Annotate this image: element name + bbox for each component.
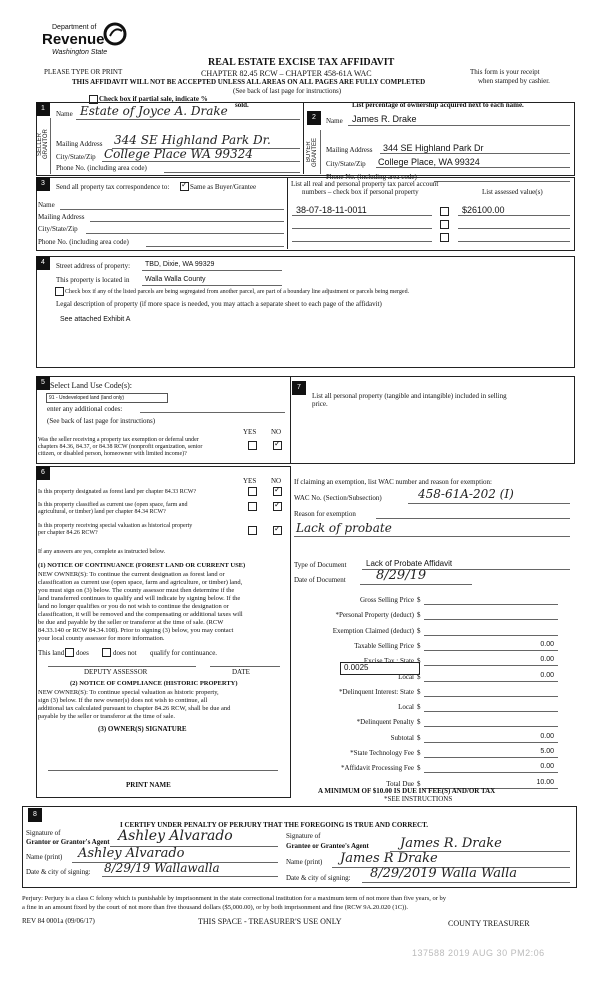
qualify-label: qualify for continuance. [150, 649, 218, 657]
dept-logo [40, 22, 140, 66]
land-use-select[interactable]: 91 - Undeveloped land (land only) [46, 393, 168, 403]
legal-label: Legal description of property (if more space is needed, you may attach a separate sheet to each page of the affidavit) [56, 300, 382, 308]
buyer-name-label: Name [326, 117, 343, 125]
tax-row-label: *State Technology Fee [350, 749, 414, 757]
seller-phone-label: Phone No. (including area code) [56, 164, 147, 172]
section-7-number: 7 [292, 381, 306, 395]
cont-3: you must sign on (3) below. The county assessor must then determine if the [38, 587, 235, 594]
historic-no-checkbox[interactable] [273, 526, 282, 535]
local-rate-value: 0.0025 [344, 663, 369, 672]
assessed-value-1[interactable]: $26100.00 [462, 205, 505, 215]
grantee-sig-label-a: Signature of [286, 832, 321, 840]
current-use-yes-checkbox[interactable] [248, 502, 257, 511]
same-as-buyer-label: Same as Buyer/Grantee [190, 183, 257, 191]
street-value[interactable]: TBD, Dixie, WA 99329 [145, 261, 215, 268]
current-use-no-checkbox[interactable] [273, 502, 282, 511]
continuance-title: (1) NOTICE OF CONTINUANCE (FOREST LAND OR CURRENT USE) [38, 562, 246, 569]
grantee-name-value[interactable]: James R Drake [340, 851, 438, 866]
minimum-due: A MINIMUM OF $10.00 IS DUE IN FEE(S) AND/OR TAX [318, 787, 496, 795]
personal-property-checkbox-1[interactable] [440, 207, 449, 216]
tax-row-value[interactable]: 0.00 [540, 733, 554, 740]
sec6-q2-b: agricultural, or timber) land per chapter 84.34 RCW? [38, 509, 166, 515]
sec5-yes: YES [243, 428, 257, 436]
cont-1: NEW OWNER(S): To continue the current designation as forest land or [38, 571, 225, 578]
tax-row-line [424, 635, 558, 636]
tax-row-line [424, 742, 558, 743]
grantor-sig-label-a: Signature of [26, 829, 61, 837]
tax-row-value[interactable]: 0.00 [540, 763, 554, 770]
logo-line-1: Department of [52, 24, 97, 31]
legal-value[interactable]: See attached Exhibit A [60, 316, 131, 323]
tax-row-line [424, 757, 558, 758]
cont-2: classification as current use (open space, farm and agriculture, or timber) land, [38, 579, 243, 586]
logo-line-3: Washington State [52, 49, 108, 56]
seller-mail-label: Mailing Address [56, 140, 103, 148]
buyer-mail-label: Mailing Address [326, 146, 373, 154]
grantee-sig-label-b: Grantee or Grantee's Agent [286, 842, 369, 850]
tax-row-dollar: $ [417, 718, 421, 726]
tax-row-value[interactable]: 5.00 [540, 748, 554, 755]
sec6-yes: YES [243, 477, 257, 485]
tax-row-line [424, 619, 558, 620]
segregated-checkbox[interactable] [55, 287, 64, 296]
tax-row-dollar: $ [417, 734, 421, 742]
receipt-line-1: This form is your receipt [470, 68, 540, 76]
tax-row-dollar: $ [417, 642, 421, 650]
cont-7: be due and payable by the seller or transferor at the time of sale. (RCW [38, 619, 224, 626]
buyer-phone-label: Phone No. (including area code) [326, 173, 417, 181]
grantor-name-value[interactable]: Ashley Alvarado [78, 846, 185, 861]
tax-row-value[interactable]: 0.00 [540, 656, 554, 663]
seller-city-label: City/State/Zip [56, 153, 96, 161]
sec5-q1-no-checkbox[interactable] [273, 441, 282, 450]
section-6-number: 6 [36, 466, 50, 480]
wac-value[interactable]: 458-61A-202 (I) [418, 487, 514, 501]
deputy-assessor: DEPUTY ASSESSOR [84, 668, 148, 676]
tax-row-dollar: $ [417, 657, 421, 665]
land-does-label: This land [38, 649, 65, 657]
doc-date-value[interactable]: 8/29/19 [376, 568, 427, 583]
seal-icon [102, 22, 128, 46]
personal-property-line-1: List all personal property (tangible and intangible) included in selling [312, 392, 507, 400]
section-8-number: 8 [28, 808, 42, 822]
cont-6: classification, it will be removed and the compensating or additional taxes will [38, 611, 243, 618]
grantor-name-label: Name (print) [26, 853, 63, 861]
see-back-header: (See back of last page for instructions) [233, 87, 342, 95]
grantee-name-label: Name (print) [286, 858, 323, 866]
grantor-date-value[interactable]: 8/29/19 Wallawalla [104, 861, 220, 875]
tax-row-label: *Delinquent Penalty [356, 718, 414, 726]
forest-no-checkbox[interactable] [273, 487, 282, 496]
tax-row-label: *Delinquent Interest: State [338, 688, 414, 696]
parcel-header-2: numbers – check box if personal property [302, 188, 419, 196]
tax-row-dollar: $ [417, 764, 421, 772]
form-notice: THIS AFFIDAVIT WILL NOT BE ACCEPTED UNLESS ALL AREAS ON ALL PAGES ARE FULLY COMPLETED [72, 78, 426, 86]
tax-row-label: Subtotal [390, 734, 414, 742]
doc-type-label: Type of Document [294, 561, 347, 569]
tax-row-label: Gross Selling Price [359, 596, 414, 604]
corr-phone-label: Phone No. (including area code) [38, 238, 129, 246]
buyer-city-label: City/State/Zip [326, 160, 366, 168]
comp-4: payable by the seller or transferor at the time of sale. [38, 713, 175, 720]
corr-city-label: City/State/Zip [38, 225, 78, 233]
please-type: PLEASE TYPE OR PRINT [44, 68, 123, 76]
personal-property-checkbox-2[interactable] [440, 220, 449, 229]
form-title: REAL ESTATE EXCISE TAX AFFIDAVIT [208, 57, 395, 68]
tax-row-dollar: $ [417, 780, 421, 788]
tax-row-value[interactable]: 0.00 [540, 672, 554, 679]
county-treasurer: COUNTY TREASURER [448, 919, 530, 928]
comp-1: NEW OWNER(S): To continue special valuation as historic property, [38, 689, 219, 696]
does-not-label: does not [113, 649, 137, 657]
sec5-q1-a: Was the seller receiving a property tax exemption or deferral under [38, 437, 199, 443]
grantor-signature[interactable]: Ashley Alvarado [118, 828, 233, 844]
segregated-label: Check box if any of the listed parcels are being segregated from another parcel, are part of a boundary line adjustment or parcels being merged. [65, 289, 410, 295]
tax-row-label: Excise Tax : State [363, 657, 414, 665]
form-number: REV 84 0001a (09/06/17) [22, 917, 95, 925]
receipt-stamp: 137588 2019 AUG 30 PM2:06 [412, 948, 545, 958]
corr-name-label: Name [38, 201, 55, 209]
reason-label: Reason for exemption [294, 510, 356, 518]
tax-row-line [424, 726, 558, 727]
see-instructions: *SEE INSTRUCTIONS [384, 795, 453, 803]
deputy-date: DATE [232, 668, 250, 676]
land-use-label: Select Land Use Code(s): [50, 381, 132, 390]
does-label: does [76, 649, 89, 657]
buyer-side-label: BUYER GRANTEE [306, 137, 318, 167]
grantor-sig-label-b: Grantor or Grantor's Agent [26, 838, 110, 846]
corr-mail-label: Mailing Address [38, 213, 85, 221]
historic-yes-checkbox[interactable] [248, 526, 257, 535]
perjury-line-1: Perjury: Perjury is a class C felony which is punishable by imprisonment in the state correctional institution for a maximum term of not more than five years, or by [22, 895, 447, 902]
street-label: Street address of property: [56, 262, 131, 270]
tax-row-dollar: $ [417, 596, 421, 604]
ownership-note: List percentage of ownership acquired next to each name. [352, 101, 524, 109]
send-corr-label: Send all property tax correspondence to: [56, 183, 170, 191]
grantee-date-label: Date & city of signing: [286, 874, 351, 882]
land-use-see-back: (See back of last page for instructions) [47, 417, 156, 425]
located-label: This property is located in [56, 276, 130, 284]
certify-statement: I CERTIFY UNDER PENALTY OF PERJURY THAT THE FOREGOING IS TRUE AND CORRECT. [120, 821, 429, 829]
cont-4: land transferred continues to qualify and will indicate by signing below. If the [38, 595, 241, 602]
cont-9: your local county assessor for more information. [38, 635, 165, 642]
comp-3: additional tax calculated pursuant to chapter 84.26 RCW, shall be due and [38, 705, 231, 712]
section-7-frame [290, 376, 575, 464]
tax-row-value[interactable]: 0.00 [540, 641, 554, 648]
tax-row-label: Local [398, 673, 414, 681]
tax-row-label: Taxable Selling Price [354, 642, 414, 650]
tax-row-dollar: $ [417, 611, 421, 619]
tax-row-line [424, 696, 558, 697]
additional-codes-label: enter any additional codes: [47, 405, 123, 413]
section-1-number: 1 [36, 102, 50, 116]
tax-row-line [424, 650, 558, 651]
sec6-no: NO [271, 477, 282, 485]
wac-label: WAC No. (Section/Subsection) [294, 494, 382, 502]
doc-date-label: Date of Document [294, 576, 346, 584]
receipt-line-2: when stamped by cashier. [478, 77, 550, 85]
assessed-header: List assessed value(s) [482, 188, 543, 196]
doc-type-value[interactable]: Lack of Probate Affidavit [366, 559, 453, 568]
buyer-mail-value[interactable]: 344 SE Highland Park Dr [383, 143, 484, 153]
sec6-q2-a: Is this property classified as current use (open space, farm and [38, 502, 188, 508]
tax-row-line [424, 711, 558, 712]
tax-row-label: Exemption Claimed (deduct) [332, 627, 414, 635]
land-does-checkbox[interactable] [65, 648, 74, 657]
sec6-q3-b: per chapter 84.26 RCW? [38, 530, 98, 536]
tax-row-line [424, 604, 558, 605]
sec6-if-yes: If any answers are yes, complete as instructed below. [38, 549, 166, 555]
tax-row-value[interactable]: 10.00 [536, 779, 554, 786]
tax-row-line [424, 772, 558, 773]
seller-mail-value[interactable]: 344 SE Highland Park Dr. [114, 133, 271, 147]
tax-row-dollar: $ [417, 688, 421, 696]
section-3-number: 3 [36, 177, 50, 191]
print-name-label: PRINT NAME [126, 781, 171, 789]
buyer-name-value[interactable]: James R. Drake [352, 114, 417, 124]
exemption-claim-label: If claiming an exemption, list WAC number and reason for exemption: [294, 478, 492, 486]
seller-side-label: SELLER GRANTOR [37, 129, 49, 159]
tax-row-label: Local [398, 703, 414, 711]
sec5-q1-yes-checkbox[interactable] [248, 441, 257, 450]
section-4-number: 4 [36, 256, 50, 270]
forest-yes-checkbox[interactable] [248, 487, 257, 496]
logo-line-2: Revenue [42, 31, 105, 48]
cont-8: 84.33.140 or RCW 84.34.108). Prior to signing (3) below, you may contact [38, 627, 234, 634]
section-2-number: 2 [307, 111, 321, 125]
treasurer-use: THIS SPACE - TREASURER'S USE ONLY [198, 917, 342, 926]
section-4-frame [36, 256, 575, 368]
grantee-date-value[interactable]: 8/29/2019 Walla Walla [370, 866, 518, 881]
tax-row-dollar: $ [417, 673, 421, 681]
comp-2: sign (3) below. If the new owner(s) does not wish to continue, all [38, 697, 208, 704]
tax-row-label: *Personal Property (deduct) [335, 611, 414, 619]
seller-city-value[interactable]: College Place WA 99324 [104, 147, 253, 161]
seller-name-label: Name [56, 110, 73, 118]
parcel-number-1[interactable]: 38-07-18-11-0011 [296, 205, 367, 215]
sec5-q1-b: chapters 84.36, 84.37, or 84.38 RCW (nonprofit organization, senior [38, 444, 203, 450]
land-does-not-checkbox[interactable] [102, 648, 111, 657]
tax-row-line [424, 665, 558, 666]
owner-signature-label: (3) OWNER(S) SIGNATURE [98, 725, 187, 733]
cont-5: land no longer qualifies or you do not wish to continue the designation or [38, 603, 229, 610]
tax-row-label: Total Due [386, 780, 414, 788]
personal-property-line-2: price. [312, 400, 328, 408]
perjury-line-2: a fine in an amount fixed by the court of not more than five thousand dollars ($5,000.00), or by both imprisonment and fine (RCW 9A.20.020 (1C)). [22, 904, 409, 911]
seller-name-value[interactable]: Estate of Joyce A. Drake [80, 104, 228, 118]
personal-property-checkbox-3[interactable] [440, 233, 449, 242]
sec6-q1: Is this property designated as forest land per chapter 84.33 RCW? [38, 489, 197, 495]
tax-row-dollar: $ [417, 703, 421, 711]
grantee-signature[interactable]: James R. Drake [400, 836, 502, 851]
grantor-date-label: Date & city of signing: [26, 868, 91, 876]
form-chapter: CHAPTER 82.45 RCW – CHAPTER 458-61A WAC [201, 69, 372, 78]
same-as-buyer-checkbox[interactable] [180, 182, 189, 191]
sec5-q1-c: citizen, or disabled person, homeowner with limited income)? [38, 451, 187, 457]
partial-sale-label: Check box if partial sale, indicate % [99, 95, 208, 103]
reason-value[interactable]: Lack of probate [296, 521, 392, 535]
located-value[interactable]: Walla Walla County [145, 276, 206, 283]
tax-row-label: *Affidavit Processing Fee [341, 764, 414, 772]
partial-sale-sold: sold. [235, 101, 249, 109]
parcel-header-1: List all real and personal property tax parcel account [291, 180, 439, 188]
tax-row-dollar: $ [417, 749, 421, 757]
sec6-q3-a: Is this property receiving special valuation as historical property [38, 523, 193, 529]
tax-row-dollar: $ [417, 627, 421, 635]
tax-row-line [424, 681, 558, 682]
section-5-number: 5 [36, 376, 50, 390]
buyer-city-value[interactable]: College Place, WA 99324 [378, 157, 480, 167]
sec5-no: NO [271, 428, 282, 436]
compliance-title: (2) NOTICE OF COMPLIANCE (HISTORIC PROPERTY) [70, 680, 238, 687]
